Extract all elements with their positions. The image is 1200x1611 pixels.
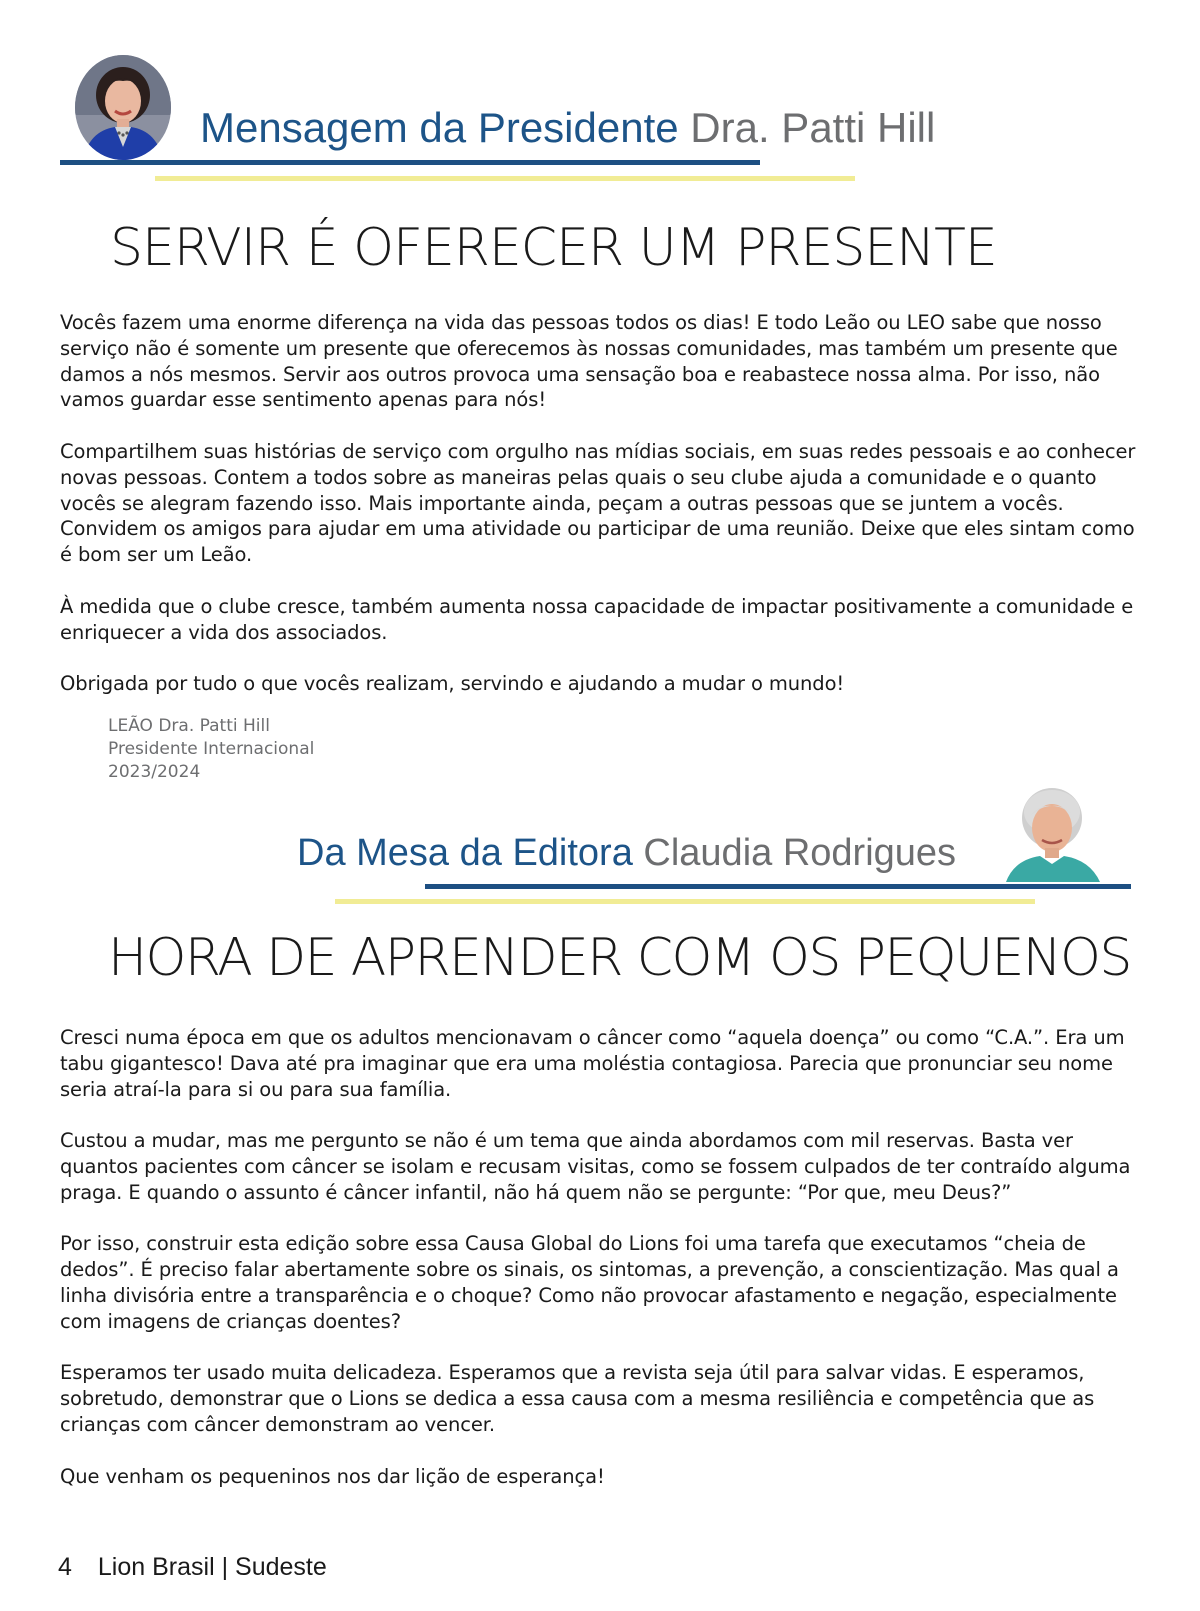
president-paragraph: Obrigada por tudo o que vocês realizam, servindo e ajudando a mudar o mundo! [60, 672, 845, 696]
editor-photo [992, 782, 1114, 882]
president-section-heading [200, 104, 936, 151]
president-heading-name: Dra. Patti Hill [690, 104, 936, 151]
president-paragraph: À medida que o clube cresce, também aumenta nossa capacidade de impactar positivamente a comunidade e enriquecer a vida dos associados. [60, 594, 1134, 644]
editor-body [60, 1025, 1140, 1515]
president-rule-blue [60, 160, 760, 165]
editor-section-heading [297, 834, 956, 872]
president-heading-lead: Mensagem da Presidente [200, 104, 679, 151]
president-headline: SERVIR É OFERECER UM PRESENTE [110, 218, 997, 278]
president-signature [108, 715, 314, 784]
signature-name: LEÃO Dra. Patti Hill [108, 716, 270, 736]
president-rule-yellow [155, 176, 855, 181]
editor-paragraph: Cresci numa época em que os adultos mencionavam o câncer como “aquela doença” ou como “C.A.”. Era um tabu gigantesco! Dava até pra imaginar que era uma moléstia contagiosa. Parecia que pronunciar seu nome seria atraí-la para si ou para sua família. [60, 1026, 1125, 1101]
publication-name: Lion Brasil | Sudeste [97, 1553, 327, 1581]
signature-term: 2023/2024 [108, 762, 201, 782]
editor-headline: HORA DE APRENDER COM OS PEQUENOS [108, 928, 1131, 988]
editor-heading-lead: Da Mesa da Editora [297, 832, 633, 874]
editor-paragraph: Que venham os pequeninos nos dar lição de esperança! [60, 1464, 605, 1488]
editor-paragraph: Esperamos ter usado muita delicadeza. Esperamos que a revista seja útil para salvar vidas. E esperamos, sobretudo, demonstrar que o Lions se dedica a essa causa com a mesma resiliência e competência que as crianças com câncer demonstram ao vencer. [60, 1361, 1095, 1436]
president-photo [75, 55, 171, 160]
editor-rule-yellow [335, 899, 1035, 904]
president-body [60, 310, 1140, 723]
editor-rule-blue [425, 884, 1131, 889]
signature-role: Presidente Internacional [108, 739, 315, 759]
editor-paragraph: Por isso, construir esta edição sobre essa Causa Global do Lions foi uma tarefa que executamos “cheia de dedos”. É preciso falar abertamente sobre os sinais, os sintomas, a prevenção, a conscientização. Mas qual a linha divisória entre a transparência e o choque? Como não provocar afastamento e negação, especialmente com imagens de crianças doentes? [60, 1232, 1119, 1333]
president-paragraph: Compartilhem suas histórias de serviço com orgulho nas mídias sociais, em suas redes pessoais e ao conhecer novas pessoas. Contem a todos sobre as maneiras pelas quais o seu clube ajuda a comunidade e o quanto vocês se alegram fazendo isso. Mais importante ainda, peçam a outras pessoas que se juntem a vocês. Convidem os amigos para ajudar em uma atividade ou participar de uma reunião. Deixe que eles sintam como é bom ser um Leão. [60, 439, 1136, 567]
editor-paragraph: Custou a mudar, mas me pergunto se não é um tema que ainda abordamos com mil reservas. Basta ver quantos pacientes com câncer se isolam e recusam visitas, como se fossem culpados de ter contraído alguma praga. E quando o assunto é câncer infantil, não há quem não se pergunte: “Por que, meu Deus?” [60, 1129, 1131, 1204]
president-paragraph: Vocês fazem uma enorme diferença na vida das pessoas todos os dias! E todo Leão ou LEO sabe que nosso serviço não é somente um presente que oferecemos às nossas comunidades, mas também um presente que damos a nós mesmos. Servir aos outros provoca uma sensação boa e reabastece nossa alma. Por isso, não vamos guardar esse sentimento apenas para nós! [60, 311, 1118, 412]
page-footer [58, 1553, 327, 1582]
page-number: 4 [58, 1553, 72, 1581]
editor-heading-name: Claudia Rodrigues [643, 832, 957, 874]
